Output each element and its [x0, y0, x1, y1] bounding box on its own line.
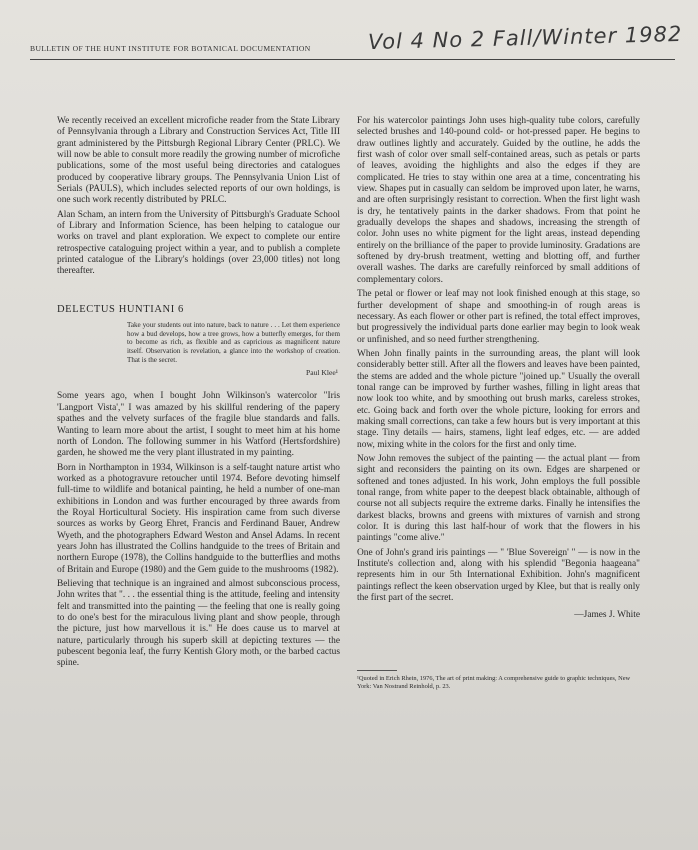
- paragraph: For his watercolor paintings John uses high-quality tube colors, carefully selected brushes and 140-pound cold- or hot-pressed paper. He begins to draw outlines lightly and accurately. Guided by the outline, he adds the first wash of color over small self-contained areas, such as petals or parts of leaves, avoiding the highlights and also the edges if they are complicated. He tries to stay within one area at a time, concentrating his view. Shapes put in casually can seldom be improved upon later, he warns, and are often surprisingly resistant to correction. When the first light wash is dry, he tentatively paints in the darker shadows. From that point he gradually develops the shapes and shadows, increasing the strength of color. John uses no white pigment for the light areas, instead depending entirely on the brilliance of the paper to provide luminosity. Gradations are softened by dry-brush treatment, wetting and blotting off, and further overall washes. The darks are carefully reinforced by small additions of complementary colors.: [357, 116, 640, 285]
- footnote: ¹Quoted in Erich Rhein, 1976, The art of print making: A comprehensive guide to graphic techniques, New York: Van Nostrand Reinhold, p. 23.: [357, 674, 631, 690]
- section-title: DELECTUS HUNTIANI 6: [57, 303, 184, 315]
- paragraph: Some years ago, when I bought John Wilkinson's watercolor "Iris 'Langport Vista'," I was amazed by his skillful rendering of the papery spathes and the velvety surfaces of the fragile blue standards and falls. Wanting to learn more about the artist, I sought to meet him at his home north of London. The following summer in his Watford (Hertsfordshire) garden, he showed me the very plant illustrated in my painting.: [57, 391, 340, 459]
- page-header: [30, 21, 683, 68]
- paragraph: The petal or flower or leaf may not look finished enough at this stage, so further development of shape and smoothing-in of rough areas is necessary. As each flower or other part is refined, the total effect improves, but progressively the individual parts done earlier may begin to look weak or unfinished, and so need further strengthening.: [357, 289, 640, 345]
- left-column: [57, 116, 340, 673]
- paragraph: When John finally paints in the surrounding areas, the plant will look considerably better still. After all the flowers and leaves have been painted, the stems are added and the whole picture "joined up." Usually the overall tonal range can be improved by further washes, filling in light areas that now look too white, and by smoothing out brush marks, careless strokes, etc. Going back and forth over the whole picture, looking for errors and making small corrections, can take a few hours but is very important at this stage. Tiny details — hairs, stamens, light leaf edges, etc. — are added now, mixing white in the colors for the first and only time.: [357, 348, 640, 450]
- epigraph-attribution: Paul Klee¹: [305, 368, 338, 378]
- paragraph: One of John's grand iris paintings — " 'Blue Sovereign' " — is now in the Institute's collection and, along with his splendid "Begonia haageana" represents him in our 5th International Exhibition. John's magnificent paintings reflect the keen observation urged by Klee, but that is really only the first part of the secret.: [357, 547, 640, 604]
- paragraph: We recently received an excellent microfiche reader from the State Library of Pennsylvania through a Library and Construction Services Act, Title III grant administered by the Pittsburgh Regional Library Center (PRLC). We will now be able to consult more readily the growing number of microfiche publications, some of the most useful being directories and catalogues produced by cooperative library groups. The Pennsylvania Union List of Serials (PAULS), which includes selected reports of our own holdings, is one such work recently distributed by PRLC.: [57, 116, 340, 206]
- epigraph-quote: Take your students out into nature, back to nature . . . Let them experience how a bud develops, how a tree grows, how a butterfly emerges, for them to become as rich, as flexible and as capricious as magnificent nature itself. Observation is revelation, a glance into the workshop of creation. That is the secret.: [127, 321, 340, 364]
- author-signature: —James J. White: [574, 610, 640, 621]
- bulletin-title: BULLETIN OF THE HUNT INSTITUTE FOR BOTANICAL DOCUMENTATION: [30, 44, 311, 53]
- paragraph: Now John removes the subject of the painting — the actual plant — from sight and reconsiders the painting on its own. Edges are sharpened or softened and tones adjusted. In his work, John employs the full possible tonal range, from white paper to the deepest black obtainable, although of course not all subjects require the extreme darks. Finally he intensifies the darkest blacks, browns and greens with mixtures of varnish and strong color. It is during this last half-hour of work that the flowers in his paintings "come alive.": [357, 453, 640, 544]
- paragraph: Alan Scham, an intern from the University of Pittsburgh's Graduate School of Library and Information Science, has been helping to catalogue our works on travel and plant exploration. We expect to complete our entire retrospective cataloguing project within a year, and to publish a complete printed catalogue of the Library's holdings (over 23,000 titles) not long thereafter.: [57, 209, 340, 277]
- footnote-rule: [357, 670, 397, 671]
- handwritten-annotation: Vol 4 No 2 Fall/Winter 1982: [367, 21, 683, 55]
- header-rule: [30, 59, 675, 60]
- paragraph: Believing that technique is an ingrained and almost subconscious process, John writes that ". . . the essential thing is the attitude, feeling and intensity felt and transmitted into the painting — the feeling that one is really going to do one's best for the miraculous living plant and show people, through the picture, just how marvellous it is." He does cause us to marvel at nature, particularly through his superb skill at depicting textures — the pubescent begonia leaf, the furry Kentish Glory moth, or the barbed cactus spine.: [57, 578, 340, 669]
- right-column: [357, 116, 640, 691]
- paragraph: Born in Northampton in 1934, Wilkinson is a self-taught nature artist who worked as a photogravure retoucher until 1974. Before devoting himself full-time to wildlife and botanical painting, he held a number of one-man exhibitions in London and was further encouraged by three awards from the Royal Horticultural Society. His inspiration came from such diverse sources as works by Georg Ehret, Francis and Ferdinand Bauer, Andrew Wyeth, and the photographers Edward Weston and Ansel Adams. In recent years John has illustrated the Collins handguide to the trees of Britain and northern Europe (1978), the Collins handguide to the butterflies and moths of Britain and Europe (1980) and the Gem guide to the mushrooms (1982).: [57, 462, 340, 575]
